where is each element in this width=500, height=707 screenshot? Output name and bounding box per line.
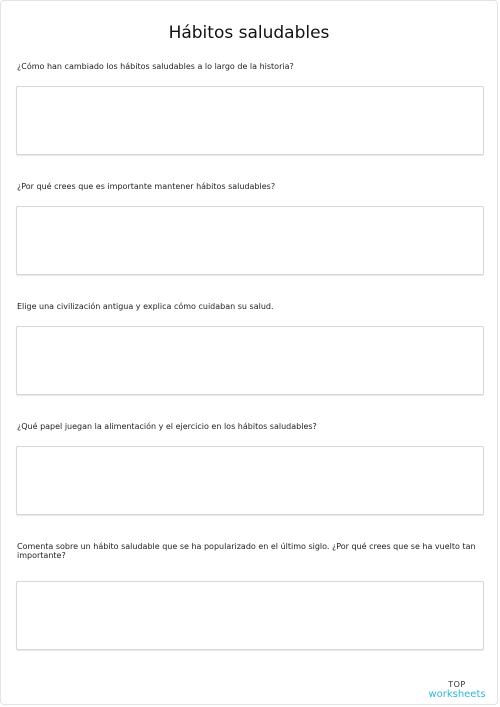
answer-box-1[interactable] — [16, 86, 484, 155]
topworksheets-logo — [425, 681, 489, 700]
answer-box-5[interactable] — [16, 581, 484, 650]
worksheet-title: Hábitos saludables — [168, 23, 330, 43]
answer-box-3[interactable] — [16, 326, 484, 395]
question-1: ¿Cómo han cambiado los hábitos saludables a lo largo de la historia? — [17, 62, 294, 71]
question-2: ¿Por qué crees que es importante mantener hábitos saludables? — [17, 182, 276, 191]
question-3: Elige una civilización antigua y explica cómo cuidaban su salud. — [17, 302, 274, 311]
question-5: Comenta sobre un hábito saludable que se ha popularizado en el último siglo. ¿Por qué crees que se ha vuelto tan importante? — [17, 542, 476, 560]
question-4: ¿Qué papel juegan la alimentación y el ejercicio en los hábitos saludables? — [17, 422, 317, 431]
answer-box-4[interactable] — [16, 446, 484, 515]
answer-box-2[interactable] — [16, 206, 484, 275]
logo-top-text: TOP — [448, 680, 466, 689]
logo-bottom-text: worksheets — [428, 689, 486, 700]
